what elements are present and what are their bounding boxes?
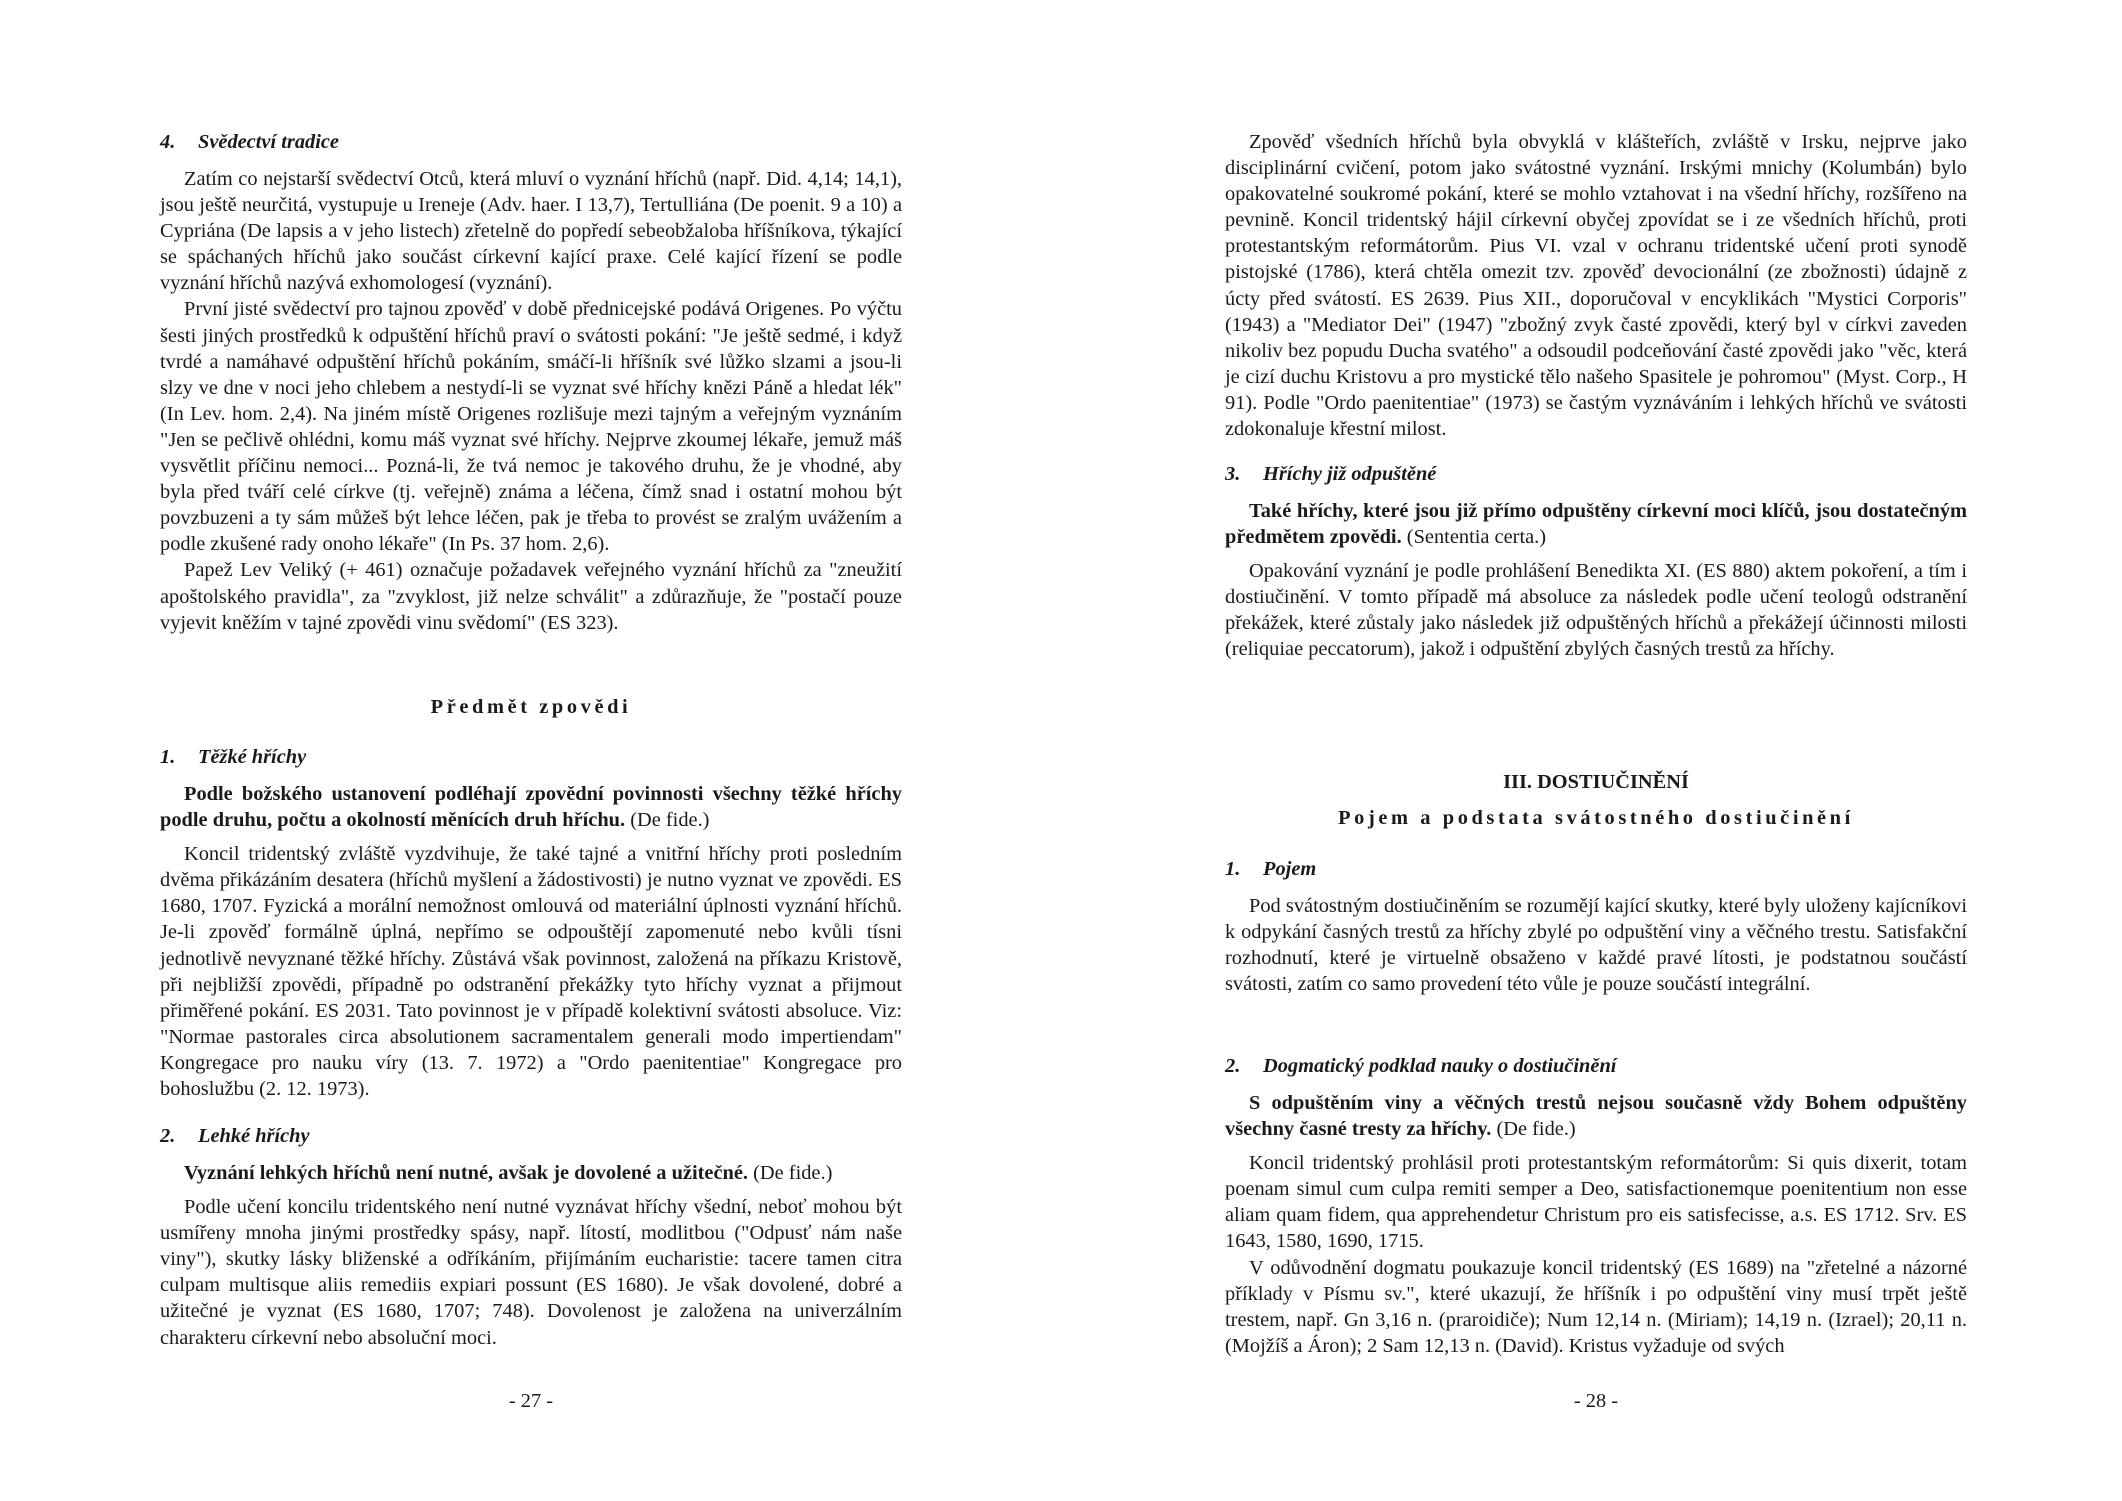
subject-title: Předmět zpovědi xyxy=(430,696,632,718)
paragraph: První jisté svědectví pro tajnou zpověď v době přednicejské podává Origenes. Po výčtu šesti jiných prostředků k odpuštění hříchů praví o svátosti pokání: "Je ještě sedmé, i když tvrdé a namáhavé odpuštění hříchů pokáním, smáčí-li hříšník své lůžko slzami a jsou-li slzy ve dne v noci jeho chlebem a nestydí-li se vyznat své hříchy knězi Páně a hledat lék" (In Lev. hom. 2,4). Na jiném místě Origenes rozlišuje mezi tajným a veřejným vyznáním "Jen se pečlivě ohlédni, komu máš vyznat své hříchy. Nejprve zkoumej lékaře, jemuž máš vysvětlit příčinu nemoci... Pozná-li, že tvá nemoc je takového druhu, že je vhodné, aby byla před tváří celé církve (tj. veřejně) známa a léčena, čímž snad i ostatní mohou být povzbuzeni a ty sám můžeš být lehce léčen, pak je třeba to provést se zralým uvážením a podle zkušené rady onoho lékaře" (In Ps. 37 hom. 2,6). xyxy=(160,298,902,556)
thesis-statement: Podle božského ustanovení podléhají zpovědní povinnosti všechny těžké hříchy podle druhu, počtu a okolností měnících druh hříchu. xyxy=(160,783,902,832)
section-number: 3. xyxy=(1225,463,1241,485)
section-2 xyxy=(1225,1053,1967,1359)
paragraph: V odůvodnění dogmatu poukazuje koncil tridentský (ES 1689) na "zřetelné a názorné příklady v Písmu sv.", které ukazují, že hříšník i po odpuštění viny musí trpět ještě trestem, např. Gn 3,16 n. (praroidiče); Num 12,14 n. (Miriam); 14,19 n. (Izrael); 20,11 n. (Mojžíš a Áron); 2 Sam 12,13 n. (David). Kristus vyžaduje od svých xyxy=(1225,1256,1967,1357)
thesis xyxy=(160,781,902,833)
paragraph: Papež Lev Veliký (+ 461) označuje požadavek veřejného vyznání hříchů za "zneužití apoštolského pravidla", za "zvyklost, již nelze schválit" a zdůrazňuje, že "postačí pouze vyjevit kněžím v tajné zpovědi vinu svědomí" (ES 323). xyxy=(160,559,902,634)
section-title: Svědectví tradice xyxy=(198,131,339,153)
left-page xyxy=(160,0,902,1501)
intro-block xyxy=(1225,129,1967,442)
section-title: Lehké hříchy xyxy=(198,1125,310,1147)
section-number: 2. xyxy=(160,1125,176,1147)
section-4 xyxy=(160,129,902,636)
paragraph: Zpověď všedních hříchů byla obvyklá v klášteřích, zvláště v Irsku, nejprve jako disciplinární cvičení, potom jako svátostné vyznání. Irskými mnichy (Kolumbán) bylo opakovatelné soukromé pokání, které se mohlo vztahovat i na všední hříchy, rozšířeno na pevnině. Koncil tridentský hájil církevní obyčej zpovídat se i ze všedních hříchů, proti protestantským reformátorům. Pius VI. vzal v ochranu tridentské učení proti synodě pistojské (1786), která chtěla omezit tzv. zpověď devocionální (ze zbožnosti) údajně z úcty před svátostí. ES 2639. Pius XII., doporučoval v encyklikách "Mystici Corporis" (1943) a "Mediator Dei" (1947) "zbožný zvyk časté zpovědi, který byl v církvi zaveden nikoliv bez popudu Ducha svatého" a odsoudil podceňování časté zpovědi jako "věc, která je cizí duchu Kristovu a pro mystické tělo našeho Spasitele je pohromou" (Myst. Corp., H 91). Podle "Ordo paenitentiae" (1973) se častým vyznáváním i lehkých hříchů ve svátosti zdokonaluje křestní milost. xyxy=(1225,131,1967,441)
section-1 xyxy=(1225,856,1967,997)
paragraph: Koncil tridentský zvláště vyzdvihuje, že také tajné a vnitřní hříchy proti posledním dvěma přikázáním desatera (hříchů myšlení a žádostivosti) je nutno vyznat ve zpovědi. ES 1680, 1707. Fyzická a morální nemožnost omlouvá od materiální úplnosti vyznání hříchů. Je-li zpověď formálně úplná, nepřímo se odpouštějí zapomenuté nebo kvůli tísni jednotlivě nevyznané těžké hříchy. Zůstává však povinnost, založená na příkazu Kristově, při nejbližší zpovědi, případně po odstranění překážky tyto hříchy vyznat a přijmout přiměřené pokání. ES 2031. Tato povinnost je v případě kolektivní svátosti absoluce. Viz: "Normae pastorales circa absolutionem sacramentalem generali modo impertiendam" Kongregace pro nauku víry (13. 7. 1972) a "Ordo paenitentiae" Kongregace pro bohoslužbu (2. 12. 1973). xyxy=(160,843,902,1101)
thesis-qualification: (Sententia certa.) xyxy=(1401,526,1547,549)
section-title: Těžké hříchy xyxy=(198,746,307,768)
section-2 xyxy=(160,1123,902,1351)
page-number: - 27 - xyxy=(508,1390,554,1412)
thesis-qualification: (De fide.) xyxy=(748,1162,833,1184)
thesis xyxy=(160,1160,902,1186)
thesis-statement: S odpuštěním viny a věčných trestů nejsou současně vždy Bohem odpuštěny všechny časné tresty za hříchy. xyxy=(1225,1092,1967,1141)
thesis-statement: Vyznání lehkých hříchů není nutné, avšak je dovolené a užitečné. xyxy=(184,1162,749,1184)
section-heading xyxy=(1225,856,1967,882)
section-heading xyxy=(1225,461,1967,487)
paragraph: Pod svátostným dostiučiněním se rozumějí kající skutky, které byly uloženy kajícníkovi k odpykání časných trestů za hříchy zbylé po odpuštění viny a věčného trestu. Satisfakční rozhodnutí, které je virtuelně obsaženo v každé pravé lítosti, je podstatnou součástí svátosti, zatím co samo provedení této vůle je pouze součástí integrální. xyxy=(1225,895,1967,996)
right-page xyxy=(1225,0,1967,1501)
section-1 xyxy=(160,744,902,1102)
section-number: 1. xyxy=(1225,858,1241,880)
paragraph: Podle učení koncilu tridentského není nutné vyznávat hříchy všední, neboť mohou být usmířeny mnoha jinými prostředky spásy, např. lítostí, modlitbou ("Odpusť nám naše viny"), skutky lásky bliženské a odříkáním, přijímáním eucharistie: tacere tamen citra culpam multisque aliis remediis expiari possunt (ES 1680). Je však dovolené, dobré a užitečné je vyznat (ES 1680, 1707; 748). Dovolenost je založena na univerzálním charakteru církevní nebo absoluční moci. xyxy=(160,1196,902,1349)
thesis xyxy=(1225,1090,1967,1142)
section-number: 4. xyxy=(160,131,176,153)
section-title: Hříchy již odpuštěné xyxy=(1263,463,1437,485)
section-number: 2. xyxy=(1225,1055,1241,1077)
section-number: 1. xyxy=(160,746,176,768)
page-number: - 28 - xyxy=(1573,1390,1619,1412)
chapter-title: III. DOSTIUČINĚNÍ xyxy=(1503,771,1689,793)
thesis-statement: Také hříchy, které jsou již přímo odpuštěny církevní moci klíčů, jsou dostatečným předmětem zpovědi. xyxy=(1225,500,1967,549)
paragraph: Opakování vyznání je podle prohlášení Benedikta XI. (ES 880) aktem pokoření, a tím i dostiučinění. V tomto případě má absoluce za následek podle učení teologů odstranění překážek, které zůstaly jako následek již odpuštěných hříchů a překážejí účinnosti milosti (reliquiae peccatorum), jakož i odpuštění zbylých časných trestů za hříchy. xyxy=(1225,560,1967,661)
section-3 xyxy=(1225,461,1967,663)
thesis xyxy=(1225,498,1967,550)
section-heading xyxy=(1225,1053,1967,1079)
section-heading xyxy=(160,129,902,155)
section-heading xyxy=(160,744,902,770)
chapter-subtitle: Pojem a podstata svátostného dostiučinění xyxy=(1338,807,1854,829)
thesis-qualification: (De fide.) xyxy=(625,809,710,832)
section-heading xyxy=(160,1123,902,1149)
paragraph: Koncil tridentský prohlásil proti protestantským reformátorům: Si quis dixerit, totam poenam simul cum culpa remiti semper a Deo, satisfactionemque poenitentium non esse aliam quam fidem, qua apprehendetur Christum pro eis satisfecisse, a.s. ES 1712. Srv. ES 1643, 1580, 1690, 1715. xyxy=(1225,1152,1967,1253)
paragraph: Zatím co nejstarší svědectví Otců, která mluví o vyznání hříchů (např. Did. 4,14; 14,1), jsou ještě neurčitá, vystupuje u Ireneje (Adv. haer. I 13,7), Tertulliána (De poenit. 9 a 10) a Cypriána (De lapsis a v jeho listech) zřetelně do popředí sebeobžaloba hříšníkova, týkající se spáchaných hříchů jako součást církevní kající praxe. Celé kající řízení se podle vyznání hříchů nazývá exhomologesí (vyznání). xyxy=(160,168,902,295)
section-title: Pojem xyxy=(1263,858,1317,880)
section-title: Dogmatický podklad nauky o dostiučinění xyxy=(1263,1055,1617,1077)
thesis-qualification: (De fide.) xyxy=(1491,1118,1576,1141)
